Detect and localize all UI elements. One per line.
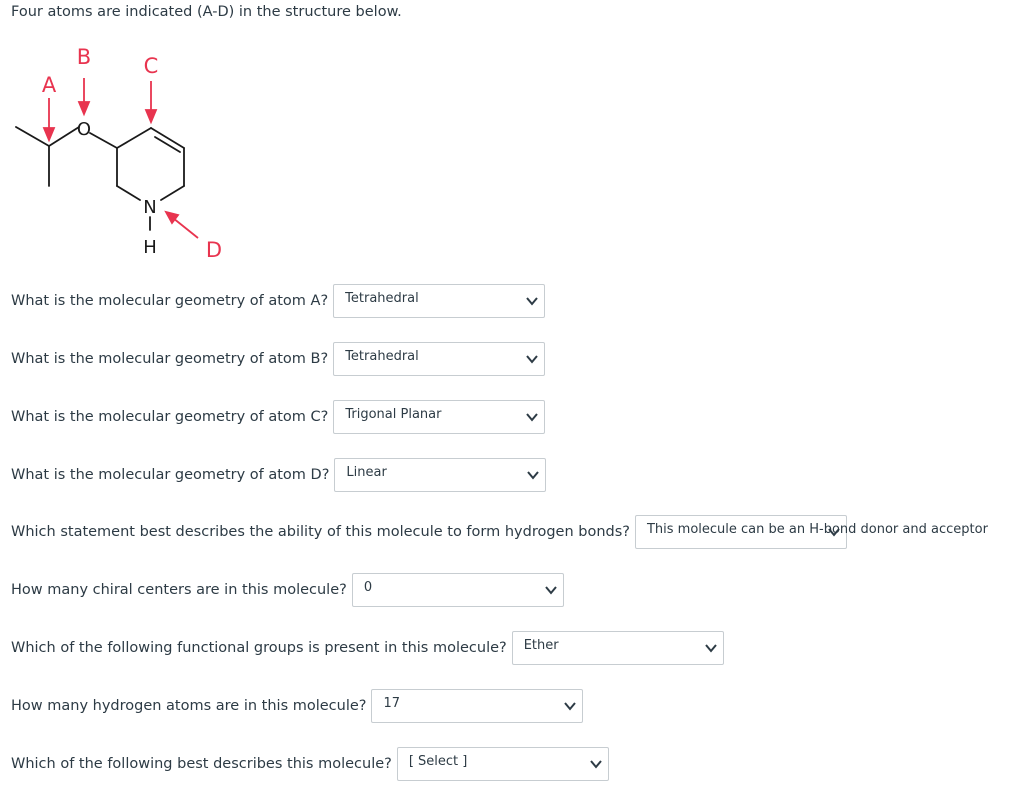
- answer-select-hydrogen-bonds[interactable]: [635, 515, 988, 549]
- nitrogen-atom: N: [143, 197, 157, 218]
- selected-value: Trigonal Planar: [345, 407, 442, 422]
- answer-select-atom-a[interactable]: [333, 284, 545, 318]
- selected-value: [ Select ]: [408, 754, 468, 769]
- question-text: What is the molecular geometry of atom A?: [11, 293, 329, 309]
- chevron-down-icon: [564, 701, 576, 711]
- molecule-bonds: [16, 127, 184, 230]
- intro-text: Four atoms are indicated (A-D) in the structure below.: [11, 4, 402, 20]
- selected-value: This molecule can be an H-bond donor and acceptor: [646, 522, 988, 537]
- question-text: What is the molecular geometry of atom C?: [11, 409, 329, 425]
- question-row-atom-a: [11, 284, 545, 318]
- answer-select-chiral-centers[interactable]: [352, 573, 564, 607]
- question-text: What is the molecular geometry of atom D?: [11, 467, 330, 483]
- question-text: Which of the following functional groups is present in this molecule?: [11, 640, 507, 656]
- label-a: A: [41, 73, 57, 97]
- label-b: B: [76, 45, 92, 69]
- arrow-d: [173, 218, 198, 238]
- arrow-a-head: [44, 128, 54, 140]
- answer-select-atom-c[interactable]: [333, 400, 545, 434]
- question-text: What is the molecular geometry of atom B?: [11, 351, 329, 367]
- chevron-down-icon: [545, 585, 557, 595]
- selected-value: Linear: [346, 465, 387, 480]
- question-row-hydrogen-atoms: [11, 689, 583, 723]
- chevron-down-icon: [705, 643, 717, 653]
- answer-select-hydrogen-atoms[interactable]: [371, 689, 583, 723]
- question-row-functional-groups: [11, 631, 724, 665]
- chevron-down-icon: [526, 412, 538, 422]
- label-d: D: [205, 238, 223, 262]
- molecule-structure: [0, 30, 240, 270]
- chevron-down-icon: [590, 759, 602, 769]
- oxygen-atom: O: [76, 119, 92, 140]
- answer-select-atom-b[interactable]: [333, 342, 545, 376]
- selected-value: 0: [363, 580, 373, 595]
- arrow-b-head: [79, 102, 89, 114]
- answer-select-functional-groups[interactable]: [512, 631, 724, 665]
- chevron-down-icon: [526, 296, 538, 306]
- label-c: C: [143, 54, 159, 78]
- question-row-atom-c: [11, 400, 545, 434]
- chevron-down-icon: [828, 527, 840, 537]
- chevron-down-icon: [527, 470, 539, 480]
- question-row-atom-b: [11, 342, 545, 376]
- question-text: How many chiral centers are in this molecule?: [11, 582, 347, 598]
- question-row-molecule-description: [11, 747, 609, 781]
- question-row-atom-d: [11, 458, 546, 492]
- answer-select-atom-d[interactable]: [334, 458, 546, 492]
- question-text: Which statement best describes the ability of this molecule to form hydrogen bonds?: [11, 524, 630, 540]
- question-row-hydrogen-bonds: [11, 515, 988, 549]
- selected-value: Tetrahedral: [345, 291, 419, 306]
- answer-select-molecule-description[interactable]: [397, 747, 609, 781]
- arrow-c-head: [146, 110, 156, 122]
- question-row-chiral-centers: [11, 573, 564, 607]
- selected-value: 17: [383, 696, 401, 711]
- question-text: Which of the following best describes this molecule?: [11, 756, 392, 772]
- chevron-down-icon: [526, 354, 538, 364]
- atom-arrows: [44, 78, 198, 238]
- selected-value: Tetrahedral: [345, 349, 419, 364]
- hydrogen-atom: H: [143, 237, 157, 258]
- selected-value: Ether: [523, 638, 559, 653]
- question-text: How many hydrogen atoms are in this molecule?: [11, 698, 367, 714]
